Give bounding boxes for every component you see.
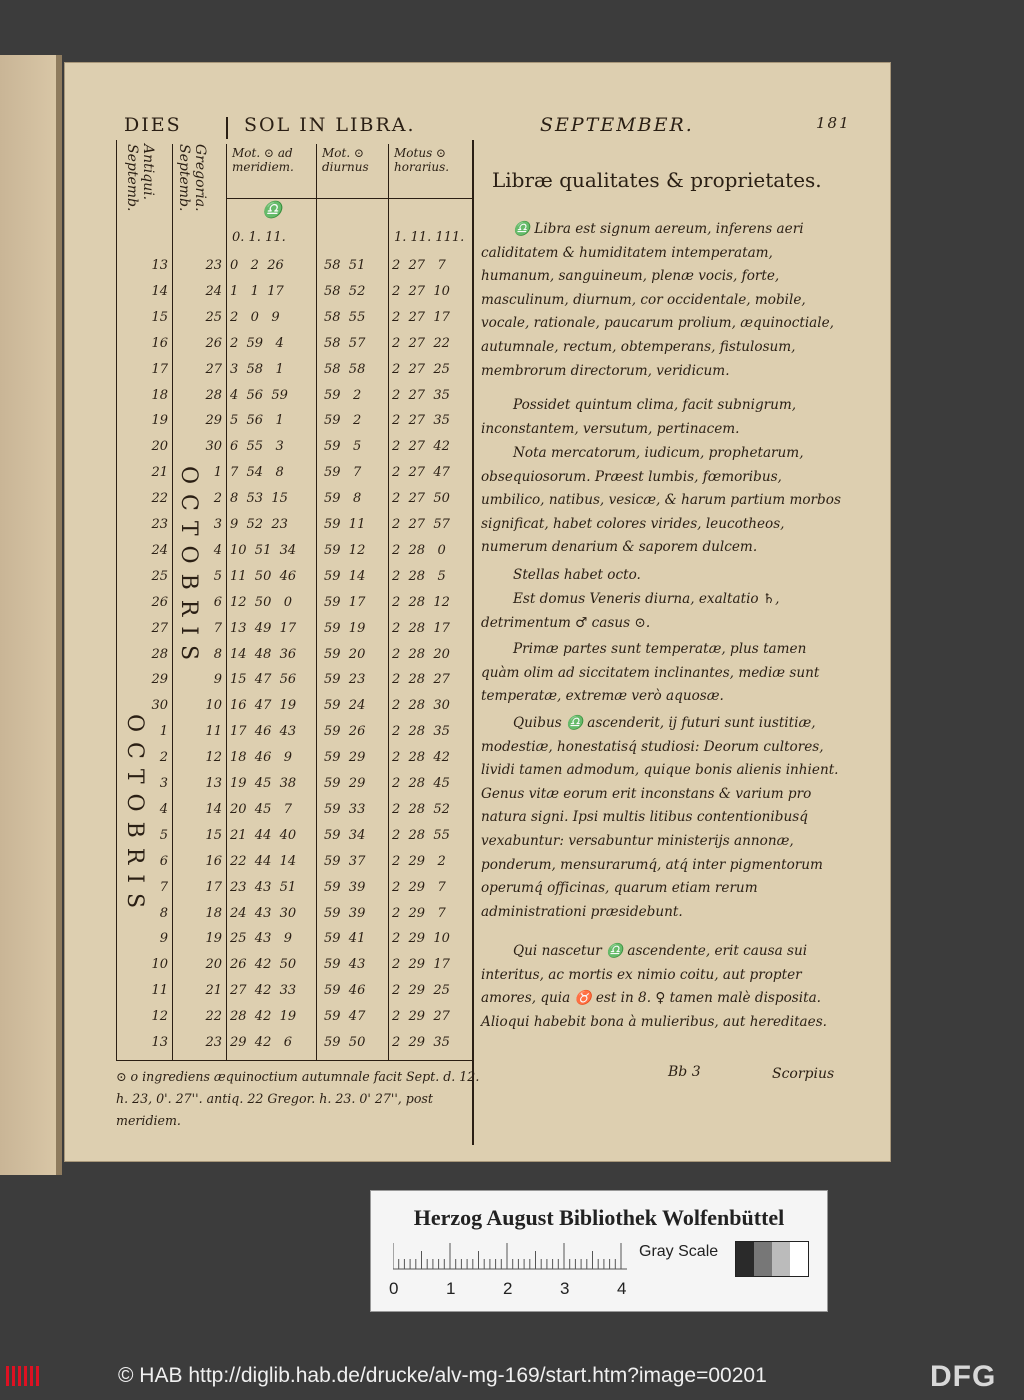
table-cell: 59 19 [324,620,366,636]
table-cell: 23 [205,1035,222,1050]
table-cell: 28 42 19 [230,1009,297,1025]
table-cell: 2 28 20 [392,646,450,662]
library-name: Herzog August Bibliothek Wolfenbüttel [413,1205,785,1230]
table-cell: 29 42 6 [230,1035,293,1050]
table-cell: 59 24 [324,698,366,714]
table-cell: 15 [205,827,222,843]
table-cell: 4 [159,801,168,817]
table-header-rule [226,198,472,199]
table-cell: 23 [205,258,222,273]
table-cell: 59 2 [324,413,362,429]
ruler-tick-label: 1 [446,1279,456,1298]
table-cell: 2 28 42 [392,750,450,766]
table-cell: 16 [205,853,222,869]
table-cell: 2 29 2 [392,853,446,869]
table-cell: 9 52 23 [230,517,288,532]
table-cell: 13 [151,1035,168,1050]
table-cell: 59 29 [324,776,366,791]
table-cell: 59 37 [324,853,366,869]
units-mot: 0. 1. 11. [232,230,286,245]
table-cell: 12 [151,1009,168,1025]
table-cell: 59 11 [324,517,366,532]
table-cell: 6 [159,853,168,869]
table-cell: 27 [205,361,222,377]
table-cell: 2 29 27 [392,1009,450,1025]
table-cell: 2 27 22 [392,335,450,351]
table-cell: 59 47 [324,1009,366,1025]
table-cell: 2 28 0 [392,542,446,558]
table-cell: 59 39 [324,879,366,895]
col-header-diurnus: Mot. ⊙ diurnus [322,146,369,174]
table-cell: 19 [151,413,168,429]
table-cell: 2 [159,750,168,766]
table-cell: 59 46 [324,983,366,999]
paragraph-1: ♎ Libra est signum aereum, inferens aeri caliditatem & humiditatem intemperatam, humanum, sanguineum, plenæ vocis, forte, masculinum, diurnum, cor occidentale, mobile, vocale, rationale, paucarum prolium, æquinoctiale, autumnale, rectum, obtemperans, fistulosum, membrorum directorum, veridicum. [481,221,834,379]
table-cell: 14 [205,801,222,817]
table-cell: 2 28 55 [392,827,450,843]
table-cell: 13 [151,258,168,273]
col-header-gregoria: Gregoria. Septemb. [176,144,208,212]
table-cell: 2 59 4 [230,335,284,351]
table-col-rule [388,144,389,1060]
table-cell: 23 [151,517,168,532]
table-cell: 21 44 40 [230,827,297,843]
table-cell: 22 44 14 [230,853,297,869]
table-cell: 2 27 10 [392,283,450,299]
table-cell: 59 26 [324,724,366,740]
table-cell: 14 48 36 [230,646,297,662]
table-cell: 2 27 17 [392,309,450,325]
table-cell: 16 [151,335,168,351]
table-cell: 13 49 17 [230,620,297,636]
table-cell: 59 14 [324,568,366,584]
table-cell: 20 [205,957,222,973]
table-cell: 25 [151,568,168,584]
table-cell: 6 55 3 [230,439,284,455]
gray-scale-swatch [735,1241,809,1277]
table-cell: 26 [151,594,168,610]
catchword: Scorpius [772,1066,835,1082]
ruler-tick-label: 0 [389,1279,399,1298]
libra-sign-icon: ♎ [262,200,282,219]
header-sol: SOL IN LIBRA. [244,114,416,136]
table-cell: 2 28 5 [392,568,446,584]
table-cell: 2 29 35 [392,1035,450,1050]
table-cell: 30 [205,439,222,455]
table-cell: 2 0 9 [230,309,280,325]
table-cell: 59 50 [324,1035,366,1050]
table-cell: 2 28 17 [392,620,450,636]
table-cell: 59 39 [324,905,366,921]
table-cell: 58 52 [324,283,366,299]
paragraph-3: Nota mercatorum, iudicum, prophetarum, obsequiosorum. Præest lumbis, fœmoribus, umbilico, natibus, vesicæ, & harum partium morbos significat, habet colores virides, leucotheos, numerum denarium & saporem dulcem. [481,445,841,556]
table-cell: 26 [205,335,222,351]
table-cell: 20 45 7 [230,801,293,817]
table-cell: 10 51 34 [230,542,297,558]
table-cell: 23 43 51 [230,879,297,895]
table-cell: 2 27 47 [392,465,450,481]
col-header-antiqui: Antiqui. Septemb. [124,144,156,212]
table-cell: 7 [213,620,222,636]
table-cell: 28 [205,387,222,403]
table-cell: 59 8 [324,491,362,507]
table-cell: 28 [151,646,168,662]
table-cell: 11 50 46 [230,568,297,584]
table-cell: 7 54 8 [230,465,284,481]
col-header-horarius: Motus ⊙ horarius. [394,146,450,174]
table-cell: 24 43 30 [230,905,297,921]
table-cell: 5 56 1 [230,413,284,429]
table-cell: 25 [205,309,222,325]
table-cell: 2 29 10 [392,931,450,947]
table-cell: 17 [205,879,222,895]
table-cell: 15 [151,309,168,325]
ruler-scale [393,1243,633,1277]
facing-page-edge [0,55,62,1175]
table-cell: 9 [213,672,222,688]
units-horarius: 1. 11. 111. [394,230,465,245]
col-header-mot: Mot. ⊙ ad meridiem. [232,146,294,174]
paragraph-8: Qui nascetur ♎ ascendente, erit causa sui interitus, ac mortis ex nimio coitu, aut propter amores, quia ♉ est in 8. ♀ tamen malè disposita. Alioqui habebit bona à mulieribus, aut hereditaes. [481,943,828,1030]
table-cell: 27 [151,620,168,636]
table-cell: 17 [151,361,168,377]
table-cell: 2 29 7 [392,879,446,895]
table-cell: 27 42 33 [230,983,297,999]
table-cell: 6 [213,594,222,610]
ruler-tick-label: 3 [560,1279,570,1298]
table-cell: 1 1 17 [230,283,284,299]
table-cell: 59 29 [324,750,366,766]
table-col-rule [226,144,227,1060]
table-cell: 58 51 [324,258,366,273]
table-cell: 2 29 25 [392,983,450,999]
table-cell: 58 55 [324,309,366,325]
table-bottom-rule [116,1060,472,1061]
table-cell: 2 28 30 [392,698,450,714]
table-cell: 24 [151,542,168,558]
table-cell: 2 29 17 [392,957,450,973]
table-cell: 19 [205,931,222,947]
table-cell: 2 28 52 [392,801,450,817]
table-cell: 7 [159,879,168,895]
table-cell: 3 [213,517,222,532]
dfg-logo: DFG [930,1360,997,1393]
table-cell: 25 43 9 [230,931,293,947]
table-col-rule [172,144,173,1060]
paragraph-7: Quibus ♎ ascenderit, ij futuri sunt iustitiæ, modestiæ, honestatisq́ studiosi: Deorum cultores, lividi tamen admodum, quique bonis alienis inhient. Genus vitæ eorum erit inconstans & varium pro natura signi. Ipsi multis litibus contentionibusq́ vexabuntur: versabuntur ministerijs annonæ, ponderum, mensurarumq́, atq́ inter pigmentorum operumq́ officinas, quarum etiam rerum administrationi præsidebunt. [481,715,839,920]
header-month: SEPTEMBER. [540,114,694,136]
table-cell: 13 [205,776,222,791]
table-cell: 11 [205,724,222,740]
table-cell: 29 [151,672,168,688]
month-antiquus: OCTOBRIS [122,714,147,919]
table-cell: 10 [205,698,222,714]
table-cell: 3 58 1 [230,361,284,377]
table-cell: 59 20 [324,646,366,662]
table-cell: 2 27 42 [392,439,450,455]
copyright-link[interactable]: © HAB http://diglib.hab.de/drucke/alv-mg-169/start.htm?image=00201 [118,1364,767,1387]
table-cell: 2 29 7 [392,905,446,921]
ruler-tick-label: 2 [503,1279,513,1298]
table-cell: 2 [213,491,222,507]
table-cell: 19 45 38 [230,776,297,791]
table-cell: 2 28 12 [392,594,450,610]
table-cell: 58 57 [324,335,366,351]
table-cell: 20 [151,439,168,455]
table-cell: 9 [159,931,168,947]
table-cell: 59 5 [324,439,362,455]
table-cell: 2 27 50 [392,491,450,507]
table-left-rule [116,140,117,1060]
table-cell: 29 [205,413,222,429]
section-title: Libræ qualitates & proprietates. [492,168,822,192]
table-caption: ⊙ o ingrediens æquinoctium autumnale facit Sept. d. 12. h. 23, 0'. 27''. antiq. 22 Gregor. h. 23. 0' 27'', post meridiem. [116,1069,480,1128]
folio-number: 181 [816,114,851,132]
month-gregorian: OCTOBRIS [176,466,201,671]
paragraph-6: Primæ partes sunt temperatæ, plus tamen quàm olim ad siccitatem inclinantes, mediæ sunt temperatæ, extremæ verò aquosæ. [481,641,820,705]
table-cell: 16 47 19 [230,698,297,714]
table-cell: 59 41 [324,931,366,947]
table-cell: 2 27 35 [392,413,450,429]
table-cell: 0 2 26 [230,258,284,273]
table-cell: 2 28 45 [392,776,450,791]
table-col-rule [316,144,317,1060]
book-page [64,62,891,1162]
table-cell: 2 28 27 [392,672,450,688]
table-cell: 15 47 56 [230,672,297,688]
table-cell: 8 53 15 [230,491,288,507]
table-cell: 2 27 35 [392,387,450,403]
hab-logo-icon [4,1362,44,1390]
paragraph-4: Stellas habet octo. [513,567,641,583]
table-cell: 59 12 [324,542,366,558]
table-cell: 5 [159,827,168,843]
table-cell: 59 43 [324,957,366,973]
header-divider [226,117,228,139]
table-cell: 12 50 0 [230,594,293,610]
table-cell: 3 [159,776,168,791]
signature-mark: Bb 3 [668,1064,701,1080]
table-right-rule [472,140,474,1145]
table-cell: 26 42 50 [230,957,297,973]
footer-bar [0,1352,1024,1400]
table-cell: 22 [151,491,168,507]
table-cell: 14 [151,283,168,299]
paragraph-5: Est domus Veneris diurna, exaltatio ♄, detrimentum ♂ casus ⊙. [481,591,780,631]
table-cell: 2 28 35 [392,724,450,740]
table-cell: 1 [213,465,222,481]
table-cell: 11 [151,983,168,999]
table-cell: 18 [151,387,168,403]
table-cell: 8 [159,905,168,921]
table-cell: 21 [151,465,168,481]
table-cell: 2 27 57 [392,517,450,532]
table-cell: 59 34 [324,827,366,843]
table-cell: 22 [205,1009,222,1025]
library-label [370,1190,828,1312]
table-cell: 21 [205,983,222,999]
table-cell: 5 [213,568,222,584]
table-cell: 2 27 7 [392,258,446,273]
table-cell: 1 [159,724,168,740]
table-cell: 59 23 [324,672,366,688]
table-cell: 18 46 9 [230,750,293,766]
ruler-tick-label: 4 [617,1279,627,1298]
table-cell: 12 [205,750,222,766]
table-cell: 2 27 25 [392,361,450,377]
table-cell: 59 2 [324,387,362,403]
gray-scale-label: Gray Scale [639,1243,719,1260]
table-cell: 24 [205,283,222,299]
table-cell: 59 33 [324,801,366,817]
table-cell: 17 46 43 [230,724,297,740]
table-cell: 18 [205,905,222,921]
table-cell: 59 17 [324,594,366,610]
table-cell: 59 7 [324,465,362,481]
table-cell: 58 58 [324,361,366,377]
table-cell: 4 [213,542,222,558]
table-cell: 10 [151,957,168,973]
paragraph-2: Possidet quintum clima, facit subnigrum, inconstantem, versutum, pertinacem. [481,397,797,437]
header-dies: DIES [124,114,182,136]
table-cell: 4 56 59 [230,387,288,403]
table-cell: 8 [213,646,222,662]
table-cell: 30 [151,698,168,714]
